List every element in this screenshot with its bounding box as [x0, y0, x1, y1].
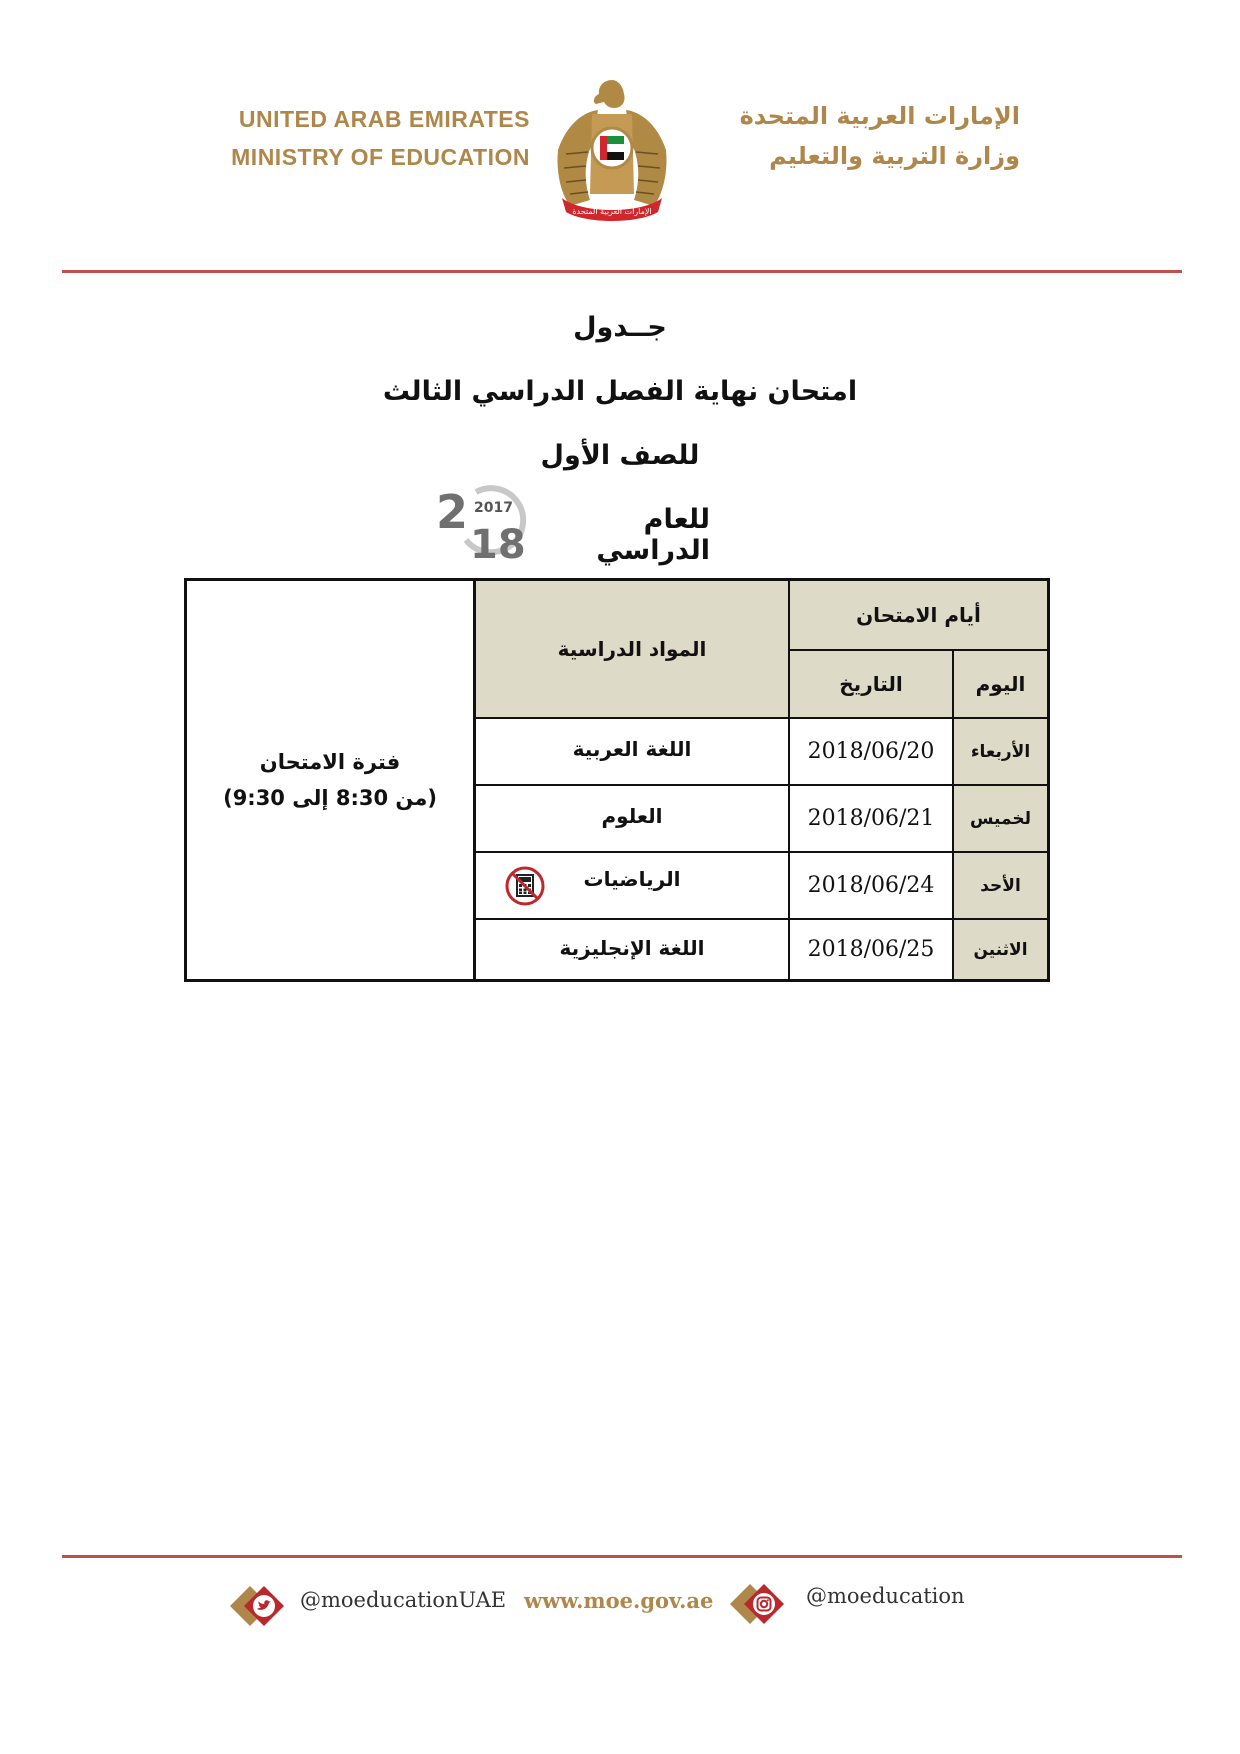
- row-day: [954, 719, 1047, 784]
- doc-title-exam: امتحان نهاية الفصل الدراسي الثالث: [382, 376, 858, 407]
- row-date-value: 2018/06/25: [807, 937, 935, 962]
- row-day-label: الأربعاء: [970, 741, 1031, 762]
- ministry-name-english: [200, 100, 530, 176]
- row-subject: [476, 920, 788, 976]
- ministry-title-ar: وزارة التربية والتعليم: [769, 142, 1020, 170]
- year-logo-2017: 2017: [474, 500, 513, 516]
- header-date: [790, 651, 952, 717]
- grid-line: [476, 918, 1047, 920]
- emblem-banner-text: الإمارات العربية المتحدة: [572, 207, 652, 216]
- grid-line: [790, 649, 1047, 651]
- grid-line: [952, 649, 954, 979]
- year-2017-2018-logo: [436, 478, 536, 562]
- row-date-value: 2018/06/20: [807, 739, 935, 764]
- row-day-label: لخميس: [970, 808, 1032, 829]
- row-date-value: 2018/06/21: [807, 806, 935, 831]
- header-exam-days: [790, 581, 1047, 649]
- row-subject: [476, 786, 788, 846]
- ministry-country-en: UNITED ARAB EMIRATES: [238, 106, 530, 132]
- exam-period-cell: [187, 581, 473, 979]
- row-day-label: الأحد: [980, 875, 1021, 896]
- exam-schedule-table: [184, 578, 1050, 982]
- website-link[interactable]: www.moe.gov.ae: [524, 1588, 714, 1613]
- header-subjects-label: المواد الدراسية: [557, 637, 707, 661]
- header-date-label: التاريخ: [839, 672, 903, 696]
- header-divider: [62, 270, 1182, 273]
- no-calculator-icon: [504, 865, 546, 907]
- instagram-handle-link[interactable]: @moeducation: [806, 1584, 965, 1608]
- row-day-label: الاثنين: [973, 939, 1028, 960]
- twitter-handle-link[interactable]: @moeducationUAE: [300, 1588, 507, 1612]
- grid-line: [476, 851, 1047, 853]
- doc-title-grade: للصف الأول: [540, 440, 700, 471]
- row-date: [790, 719, 952, 784]
- grid-line: [476, 717, 1047, 719]
- row-date: [790, 853, 952, 918]
- row-date: [790, 786, 952, 851]
- twitter-icon[interactable]: [228, 1584, 288, 1628]
- row-subject-label: العلوم: [601, 804, 663, 828]
- header-day-label: اليوم: [975, 672, 1026, 696]
- year-logo-digit-2: 2: [436, 485, 469, 539]
- grid-line: [476, 784, 1047, 786]
- ministry-title-en: MINISTRY OF EDUCATION: [231, 144, 530, 170]
- instagram-icon[interactable]: [728, 1582, 788, 1626]
- footer-divider: [62, 1555, 1182, 1558]
- header-subjects: [476, 581, 788, 717]
- ministry-name-arabic: [690, 96, 1020, 176]
- uae-emblem-logo: [552, 74, 672, 224]
- row-day: [954, 853, 1047, 918]
- row-subject-label: اللغة العربية: [572, 737, 692, 761]
- year-logo-18: 18: [470, 522, 526, 562]
- doc-title-academic-year: للعام الدراسي: [596, 504, 710, 566]
- header-day: [954, 651, 1047, 717]
- ministry-country-ar: الإمارات العربية المتحدة: [739, 102, 1020, 130]
- row-day: [954, 786, 1047, 851]
- row-date: [790, 920, 952, 979]
- row-subject-label: اللغة الإنجليزية: [559, 936, 705, 960]
- row-date-value: 2018/06/24: [807, 873, 935, 898]
- exam-period-label: فترة الامتحان: [259, 750, 401, 774]
- row-subject: [476, 719, 788, 779]
- doc-title-schedule: جــدول: [573, 312, 667, 343]
- exam-period-time: (من 8:30 إلى 9:30): [223, 786, 437, 810]
- row-subject-label: الرياضيات: [583, 867, 681, 891]
- header-exam-days-label: أيام الامتحان: [856, 603, 981, 627]
- row-day: [954, 920, 1047, 979]
